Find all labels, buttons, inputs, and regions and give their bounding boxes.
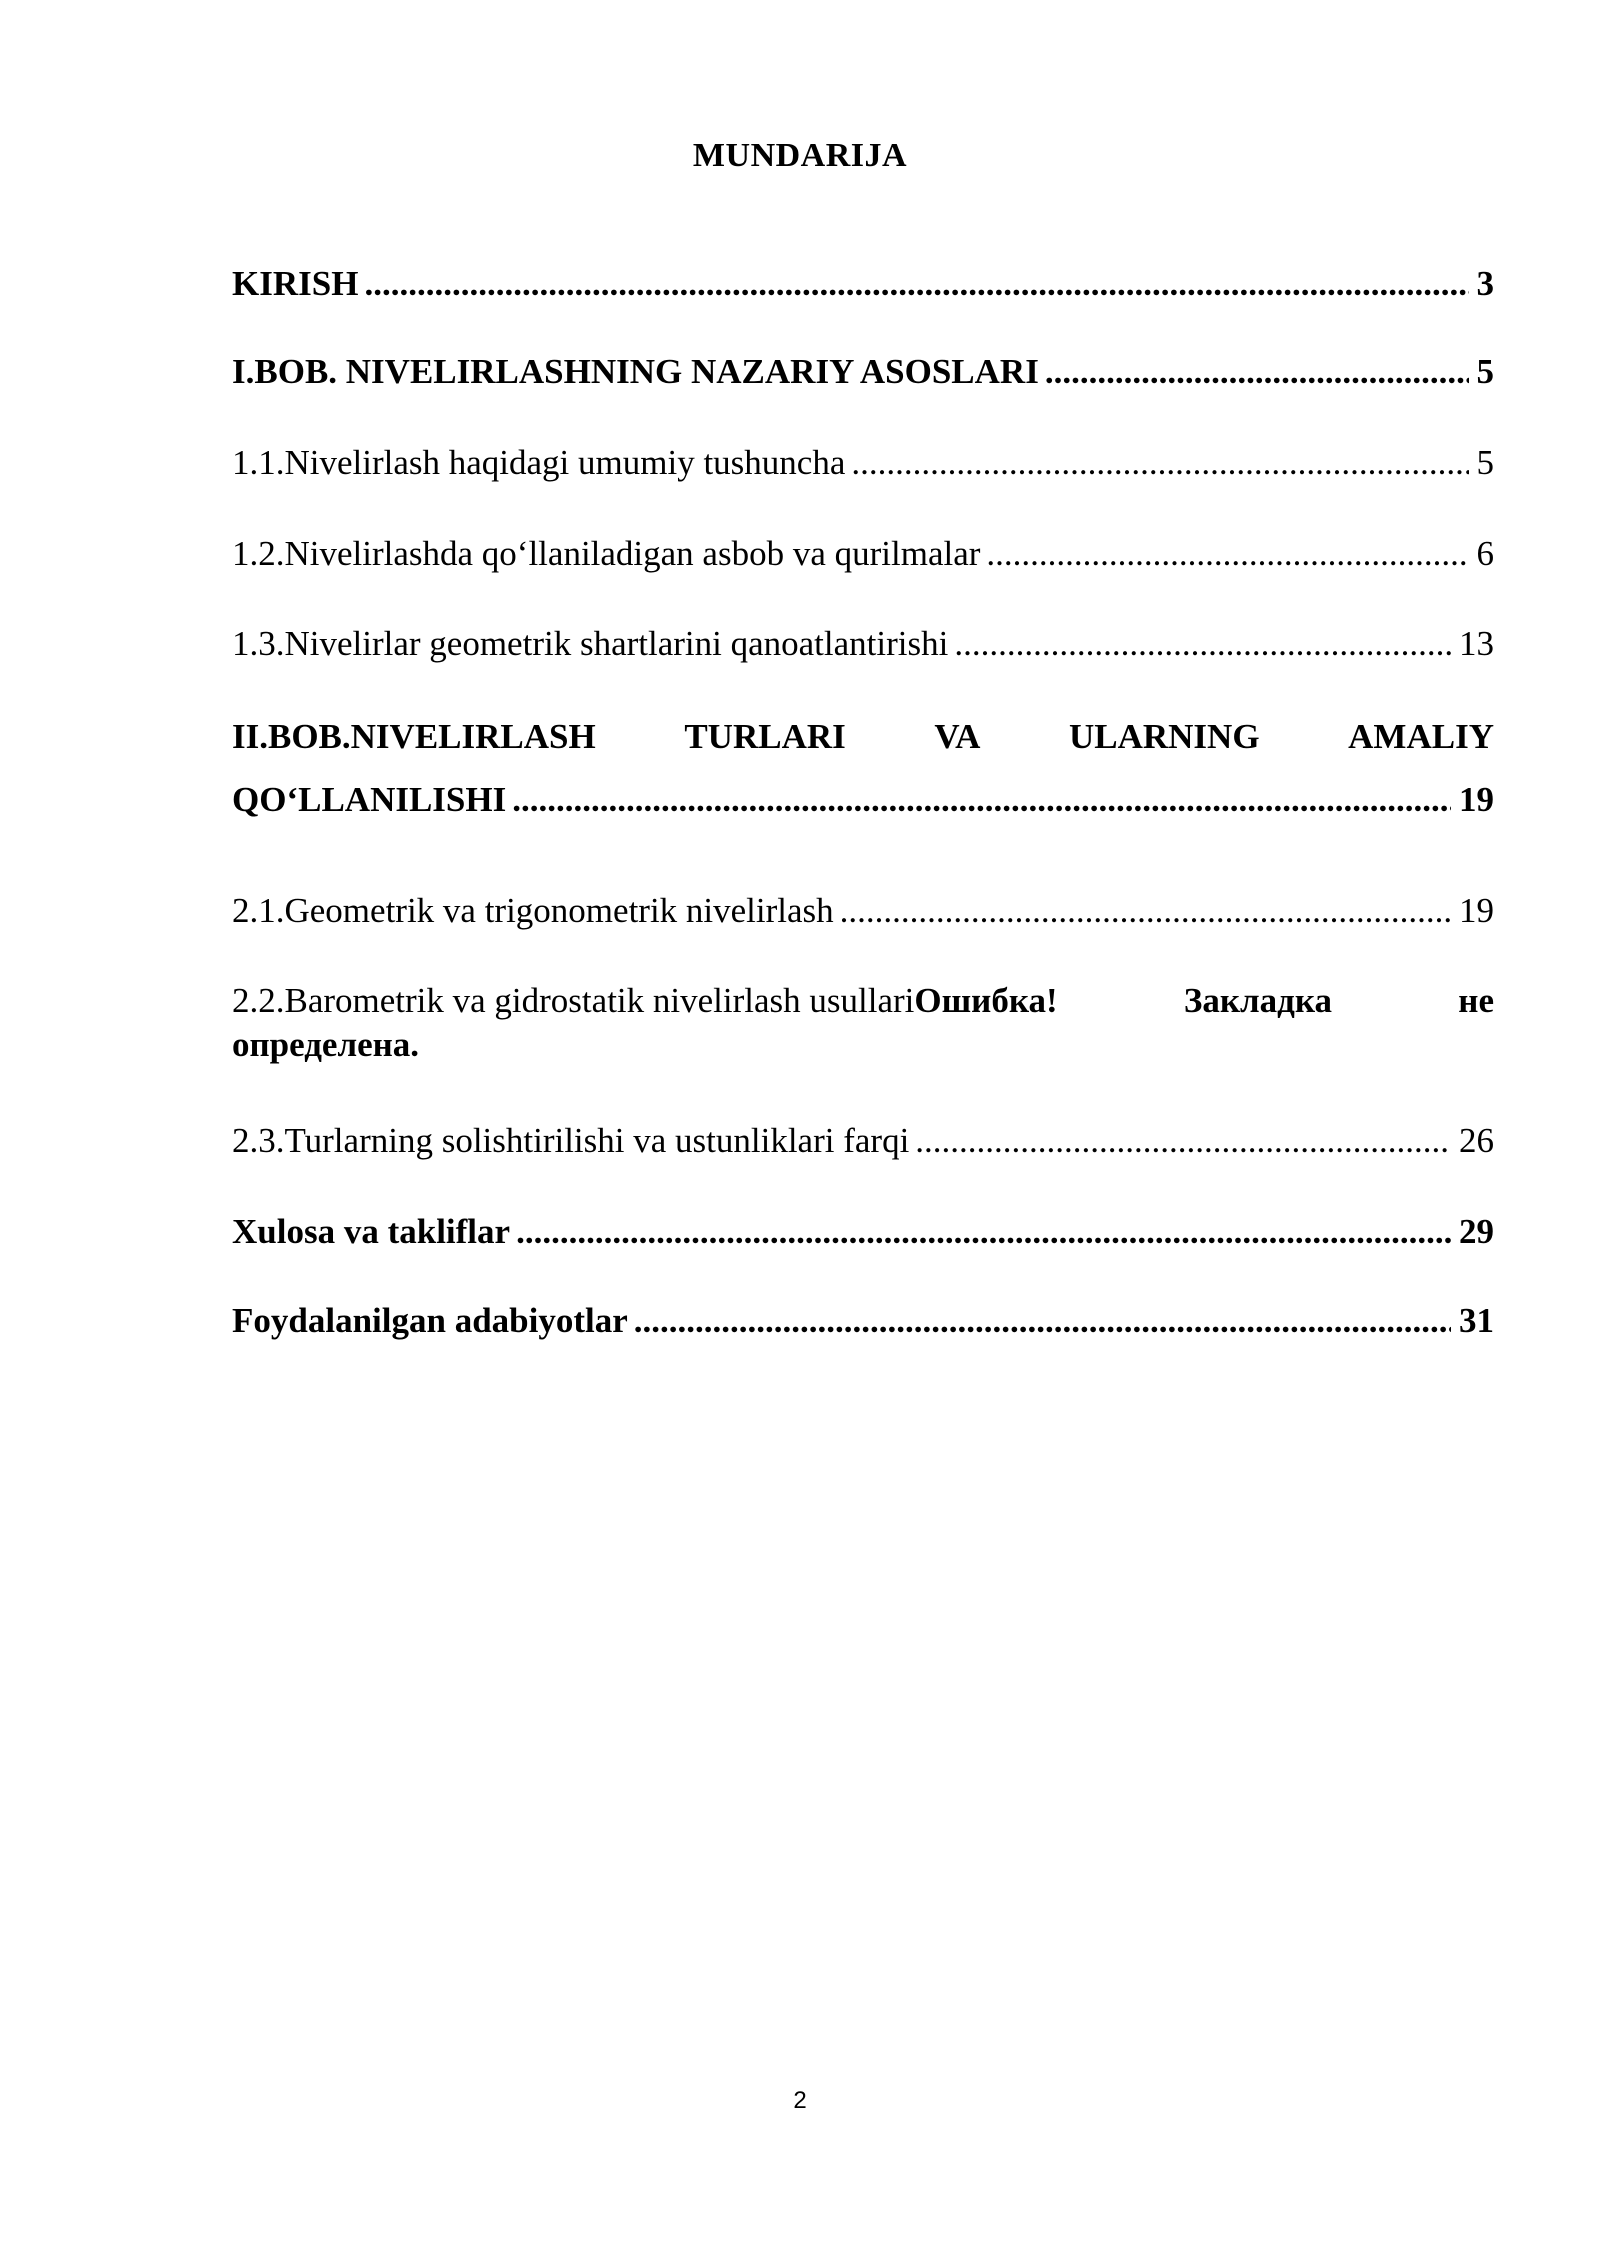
toc-dot-leader [986, 532, 1468, 576]
toc-entry-references[interactable] [232, 1299, 1494, 1343]
toc-entry-chapter-2-line-1[interactable] [232, 715, 1494, 759]
toc-entry-section-1-2[interactable] [232, 532, 1494, 576]
bookmark-error-word: Ошибка! [914, 981, 1058, 1020]
toc-dot-leader [851, 441, 1468, 485]
toc-page-number: 29 [1459, 1212, 1494, 1251]
toc-word: AMALIY [1348, 717, 1494, 756]
bookmark-error-word: не [1458, 981, 1494, 1020]
toc-dot-leader [516, 1210, 1451, 1254]
toc-entry-chapter-2-line-2[interactable] [232, 778, 1494, 822]
toc-word: TURLARI [684, 717, 846, 756]
bookmark-error-line-2: определена. [232, 1025, 420, 1064]
toc-dot-leader [915, 1119, 1451, 1163]
toc-entry-chapter-1[interactable] [232, 350, 1494, 394]
toc-entry-text: Foydalanilgan adabiyotlar [232, 1301, 628, 1340]
toc-dot-leader [954, 622, 1451, 666]
toc-page-number: 26 [1459, 1121, 1494, 1160]
toc-entry-text: KIRISH [232, 264, 359, 303]
toc-page-number: 19 [1459, 891, 1494, 930]
toc-entry-section-1-1[interactable] [232, 441, 1494, 485]
toc-entry-text: 2.1.Geometrik va trigonometrik nivelirlash [232, 891, 834, 930]
toc-page-number: 5 [1476, 352, 1494, 391]
toc-entry-text: 1.3.Nivelirlar geometrik shartlarini qanoatlantirishi [232, 624, 949, 663]
toc-entry-conclusion[interactable] [232, 1210, 1494, 1254]
toc-word: II.BOB.NIVELIRLASH [232, 717, 596, 756]
toc-entry-section-2-3[interactable] [232, 1119, 1494, 1163]
toc-page-number: 5 [1476, 443, 1494, 482]
toc-entry-section-2-1[interactable] [232, 889, 1494, 933]
toc-dot-leader [364, 262, 1468, 306]
toc-entry-section-1-3[interactable] [232, 622, 1494, 666]
toc-dot-leader [634, 1299, 1451, 1343]
bookmark-error-word: Закладка [1183, 981, 1333, 1020]
toc-entry-text: 1.1.Nivelirlash haqidagi umumiy tushuncha [232, 443, 846, 482]
toc-word: VA [934, 717, 981, 756]
page-title: MUNDARIJA [692, 137, 908, 174]
toc-dot-leader [840, 889, 1451, 933]
toc-entry-text-with-error [232, 979, 1058, 1023]
toc-entry-text: I.BOB. NIVELIRLASHNING NAZARIY ASOSLARI [232, 352, 1039, 391]
toc-page-number: 19 [1459, 780, 1494, 819]
toc-page-number: 3 [1476, 264, 1494, 303]
toc-entry-section-2-2[interactable] [232, 979, 1494, 1067]
page-number: 2 [793, 2087, 807, 2114]
toc-entry-text: 1.2.Nivelirlashda qo‘llaniladigan asbob va qurilmalar [232, 534, 981, 573]
toc-entry-text: Xulosa va takliflar [232, 1212, 511, 1251]
toc-word: ULARNING [1068, 717, 1260, 756]
toc-entry-line-1 [232, 979, 1494, 1023]
toc-dot-leader [1045, 350, 1469, 394]
toc-dot-leader [512, 778, 1451, 822]
toc-page-number: 31 [1459, 1301, 1494, 1340]
toc-entry-text: 2.2.Barometrik va gidrostatik nivelirlash usullari [232, 981, 915, 1020]
toc-entry-text: QO‘LLANILISHI [232, 780, 507, 819]
toc-page-number: 6 [1476, 534, 1494, 573]
toc-page-number: 13 [1459, 624, 1494, 663]
toc-entry-kirish[interactable] [232, 262, 1494, 306]
toc-entry-text: 2.3.Turlarning solishtirilishi va ustunliklari farqi [232, 1121, 910, 1160]
